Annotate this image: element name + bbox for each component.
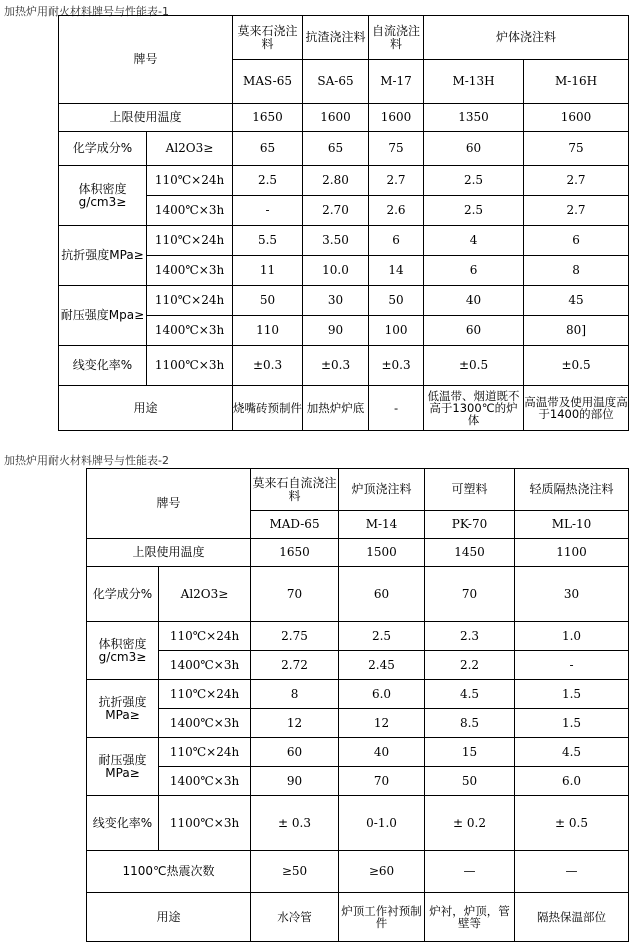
t2-type: 可塑料 xyxy=(425,469,515,511)
t1-density1: 2.5 xyxy=(424,166,524,196)
t2-use: 水冷管 xyxy=(251,893,339,942)
t2-lin-cond: 1100℃×3h xyxy=(159,796,251,851)
t1-type-antislag: 抗渣浇注料 xyxy=(303,16,369,60)
t2-density2: - xyxy=(515,651,629,680)
t1-temp: 1600 xyxy=(524,104,629,132)
table1-caption: 加热炉用耐火材料牌号与性能表-1 xyxy=(4,5,169,18)
t1-flex1: 3.50 xyxy=(303,226,369,256)
t2-use-label: 用途 xyxy=(87,893,251,942)
t1-lin: ±0.5 xyxy=(424,346,524,386)
t2-flex2: 1.5 xyxy=(515,709,629,738)
t1-density2: 2.7 xyxy=(524,196,629,226)
t2-lin: ± 0.5 xyxy=(515,796,629,851)
t1-density1: 2.5 xyxy=(233,166,303,196)
t1-code: M-17 xyxy=(369,60,424,104)
t2-brand-label: 牌号 xyxy=(87,469,251,539)
t2-code: ML-10 xyxy=(515,511,629,539)
t2-shock: — xyxy=(425,851,515,893)
t1-code: MAS-65 xyxy=(233,60,303,104)
t1-use: - xyxy=(369,386,424,431)
t2-temp: 1450 xyxy=(425,539,515,567)
t1-cond1: 110℃×24h xyxy=(147,226,233,256)
t1-cond2: 1400℃×3h xyxy=(147,256,233,286)
t2-type: 轻质隔热浇注料 xyxy=(515,469,629,511)
t1-comp2: 100 xyxy=(369,316,424,346)
t2-comp1: 60 xyxy=(251,738,339,767)
t2-lin-label: 线变化率% xyxy=(87,796,159,851)
t2-density1: 2.5 xyxy=(339,622,425,651)
t1-comp2: 110 xyxy=(233,316,303,346)
t2-cond1: 110℃×24h xyxy=(159,738,251,767)
t1-use: 烧嘴砖预制件 xyxy=(233,386,303,431)
t1-flex1: 6 xyxy=(524,226,629,256)
t2-cond1: 110℃×24h xyxy=(159,680,251,709)
t2-lin: ± 0.3 xyxy=(251,796,339,851)
t2-density2: 2.45 xyxy=(339,651,425,680)
t1-code: SA-65 xyxy=(303,60,369,104)
table2 xyxy=(86,468,629,942)
t2-shock: — xyxy=(515,851,629,893)
t1-density2: - xyxy=(233,196,303,226)
t2-temp-label: 上限使用温度 xyxy=(87,539,251,567)
t1-lin-label: 线变化率% xyxy=(59,346,147,386)
t1-comp1: 30 xyxy=(303,286,369,316)
t2-density2: 2.2 xyxy=(425,651,515,680)
t1-density1: 2.7 xyxy=(524,166,629,196)
t2-flex1: 1.5 xyxy=(515,680,629,709)
t1-density-label: 体积密度g/cm3≥ xyxy=(59,166,147,226)
t2-flex-label: 抗折强度MPa≥ xyxy=(87,680,159,738)
t1-chem: 75 xyxy=(524,132,629,166)
t1-temp-label: 上限使用温度 xyxy=(59,104,233,132)
t1-density2: 2.6 xyxy=(369,196,424,226)
t2-comp1: 15 xyxy=(425,738,515,767)
t2-lin: ± 0.2 xyxy=(425,796,515,851)
t1-cond2: 1400℃×3h xyxy=(147,196,233,226)
t2-comp2: 70 xyxy=(339,767,425,796)
t2-type: 莫来石自流浇注料 xyxy=(251,469,339,511)
t1-temp: 1650 xyxy=(233,104,303,132)
t2-use: 隔热保温部位 xyxy=(515,893,629,942)
t2-comp1: 4.5 xyxy=(515,738,629,767)
t1-code: M-13H xyxy=(424,60,524,104)
t1-flex2: 8 xyxy=(524,256,629,286)
t1-lin: ±0.3 xyxy=(303,346,369,386)
t2-comp2: 90 xyxy=(251,767,339,796)
t1-comp2: 80] xyxy=(524,316,629,346)
t1-flex1: 4 xyxy=(424,226,524,256)
t1-cond1: 110℃×24h xyxy=(147,286,233,316)
t2-chem: 70 xyxy=(425,567,515,622)
t1-type-furnace: 炉体浇注料 xyxy=(424,16,629,60)
t2-code: PK-70 xyxy=(425,511,515,539)
t1-chem: 65 xyxy=(233,132,303,166)
t1-flex1: 6 xyxy=(369,226,424,256)
t2-density1: 2.75 xyxy=(251,622,339,651)
t1-flex2: 14 xyxy=(369,256,424,286)
t2-density1: 2.3 xyxy=(425,622,515,651)
t2-density2: 2.72 xyxy=(251,651,339,680)
t1-cond2: 1400℃×3h xyxy=(147,316,233,346)
t2-comp2: 6.0 xyxy=(515,767,629,796)
t1-brand-label: 牌号 xyxy=(59,16,233,104)
t1-comp1: 40 xyxy=(424,286,524,316)
t1-chem-sub: Al2O3≥ xyxy=(147,132,233,166)
t2-density1: 1.0 xyxy=(515,622,629,651)
t2-flex1: 8 xyxy=(251,680,339,709)
t2-flex2: 12 xyxy=(339,709,425,738)
t2-shock: ≥60 xyxy=(339,851,425,893)
t1-use: 高温带及使用温度高于1400的部位 xyxy=(524,386,629,431)
t1-use: 加热炉炉底 xyxy=(303,386,369,431)
t2-cond2: 1400℃×3h xyxy=(159,767,251,796)
t2-cond1: 110℃×24h xyxy=(159,622,251,651)
t1-code: M-16H xyxy=(524,60,629,104)
t1-comp1: 45 xyxy=(524,286,629,316)
t1-chem: 65 xyxy=(303,132,369,166)
t1-density1: 2.80 xyxy=(303,166,369,196)
t2-code: M-14 xyxy=(339,511,425,539)
t1-use: 低温带、烟道既不高于1300℃的炉体 xyxy=(424,386,524,431)
t1-chem: 60 xyxy=(424,132,524,166)
t2-flex1: 6.0 xyxy=(339,680,425,709)
t2-use: 炉衬，炉顶，管壁等 xyxy=(425,893,515,942)
t1-comp1: 50 xyxy=(369,286,424,316)
t1-temp: 1350 xyxy=(424,104,524,132)
t1-lin: ±0.3 xyxy=(233,346,303,386)
t2-use: 炉顶工作衬预制件 xyxy=(339,893,425,942)
t2-chem: 60 xyxy=(339,567,425,622)
t1-comp1: 50 xyxy=(233,286,303,316)
t1-chem-label: 化学成分% xyxy=(59,132,147,166)
t2-temp: 1650 xyxy=(251,539,339,567)
t1-lin: ±0.3 xyxy=(369,346,424,386)
t2-temp: 1500 xyxy=(339,539,425,567)
t1-chem: 75 xyxy=(369,132,424,166)
t1-comp2: 60 xyxy=(424,316,524,346)
t2-comp1: 40 xyxy=(339,738,425,767)
table1 xyxy=(58,15,629,431)
t2-type: 炉顶浇注料 xyxy=(339,469,425,511)
t1-density2: 2.5 xyxy=(424,196,524,226)
t2-code: MAD-65 xyxy=(251,511,339,539)
t2-comp2: 50 xyxy=(425,767,515,796)
t2-shock-label: 1100℃热震次数 xyxy=(87,851,251,893)
t2-flex1: 4.5 xyxy=(425,680,515,709)
t2-temp: 1100 xyxy=(515,539,629,567)
t1-flex1: 5.5 xyxy=(233,226,303,256)
t2-chem-sub: Al2O3≥ xyxy=(159,567,251,622)
t1-flex-label: 抗折强度MPa≥ xyxy=(59,226,147,286)
t2-cond2: 1400℃×3h xyxy=(159,709,251,738)
t1-cond1: 110℃×24h xyxy=(147,166,233,196)
t2-lin: 0-1.0 xyxy=(339,796,425,851)
t1-density2: 2.70 xyxy=(303,196,369,226)
t1-temp: 1600 xyxy=(369,104,424,132)
t1-flex2: 6 xyxy=(424,256,524,286)
t2-cond2: 1400℃×3h xyxy=(159,651,251,680)
t1-flex2: 10.0 xyxy=(303,256,369,286)
t1-type-selfflow: 自流浇注料 xyxy=(369,16,424,60)
t1-comp2: 90 xyxy=(303,316,369,346)
t2-flex2: 12 xyxy=(251,709,339,738)
t1-density1: 2.7 xyxy=(369,166,424,196)
t2-chem-label: 化学成分% xyxy=(87,567,159,622)
t1-lin-cond: 1100℃×3h xyxy=(147,346,233,386)
t1-flex2: 11 xyxy=(233,256,303,286)
t2-comp-label: 耐压强度MPa≥ xyxy=(87,738,159,796)
t2-flex2: 8.5 xyxy=(425,709,515,738)
t2-chem: 30 xyxy=(515,567,629,622)
t2-shock: ≥50 xyxy=(251,851,339,893)
t1-comp-label: 耐压强度Mpa≥ xyxy=(59,286,147,346)
t1-temp: 1600 xyxy=(303,104,369,132)
t2-density-label: 体积密度g/cm3≥ xyxy=(87,622,159,680)
t1-lin: ±0.5 xyxy=(524,346,629,386)
t1-type-mullite: 莫来石浇注料 xyxy=(233,16,303,60)
t2-chem: 70 xyxy=(251,567,339,622)
t1-use-label: 用途 xyxy=(59,386,233,431)
table2-caption: 加热炉用耐火材料牌号与性能表-2 xyxy=(4,454,169,467)
